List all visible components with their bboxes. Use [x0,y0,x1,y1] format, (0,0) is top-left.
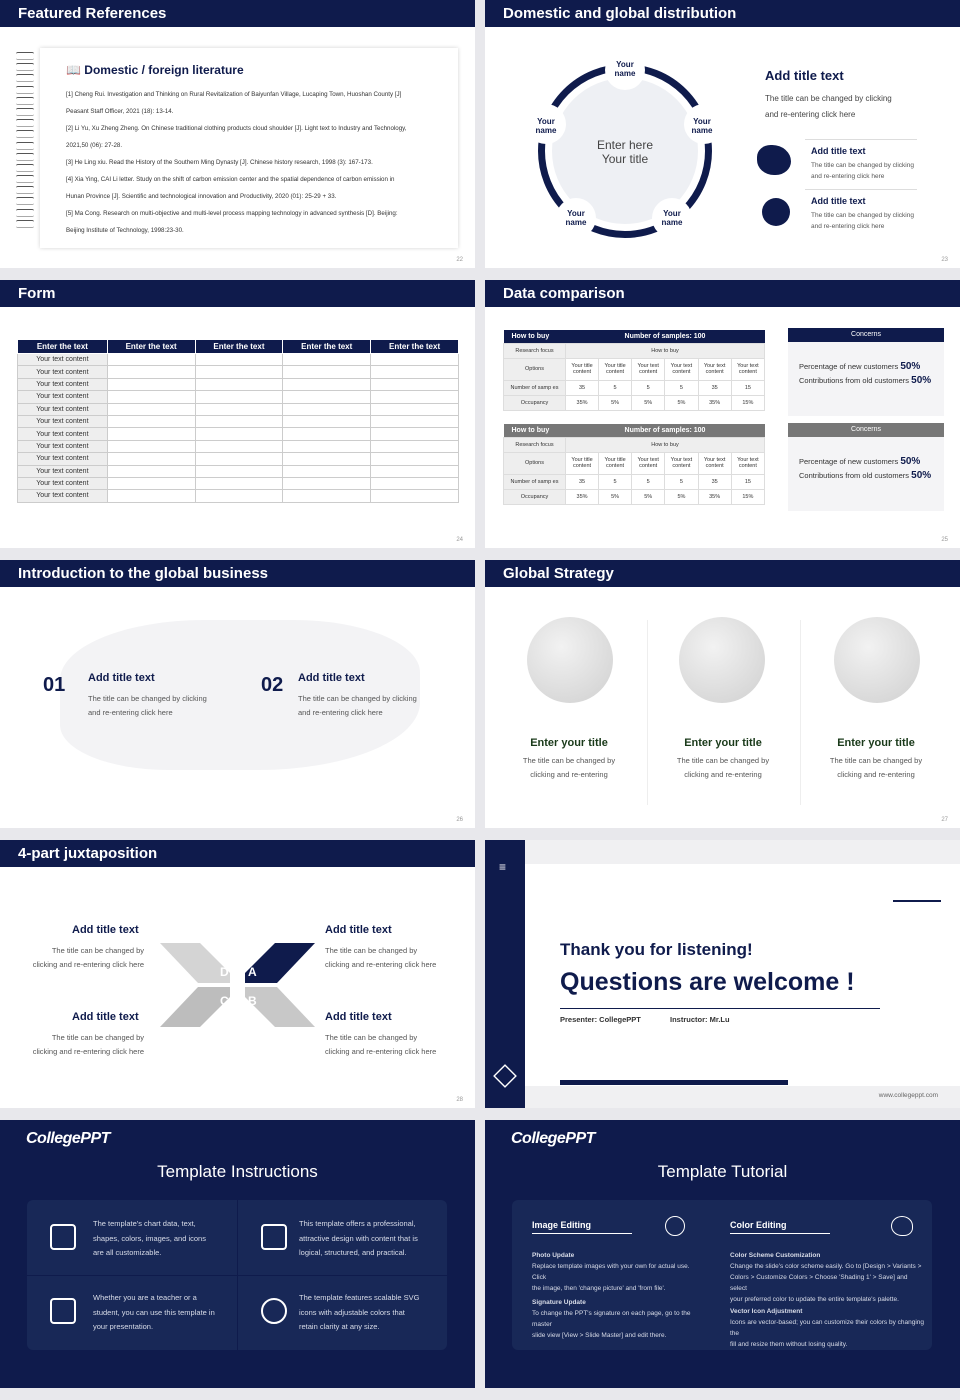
table-row [18,477,459,489]
part-desc: The title can be changed by clicking and re-entering click here [325,1033,437,1056]
table-cell [195,378,283,390]
table-cell: Your text content [665,358,698,380]
table-row [18,403,459,415]
label-b: B [248,994,257,1008]
concerns-card [788,423,944,511]
basketball-icon [261,1298,287,1324]
slide-header: Domestic and global distribution [485,0,960,27]
table-row [18,366,459,378]
table-cell: 5% [665,489,698,504]
table-cell [371,403,459,415]
instruction-text: The template's chart data, text, shapes, colors, images, and icons are all customizable. [93,1219,206,1257]
table-cell: Your text content [18,453,108,465]
reference-line: 2021,50 (06): 27-28. [66,142,123,149]
row-label: Number of samp es [504,474,566,489]
table-cell [107,477,195,489]
table-cell: Your title content [599,358,632,380]
table-cell: 35 [566,380,599,395]
table-cell: How to buy [566,437,765,452]
table-cell [283,465,371,477]
table-cell: Your text content [18,391,108,403]
reference-line: Beijing Institute of Technology, 1998:23-30. [66,227,184,234]
collegeppt-logo: CollegePPT [26,1130,110,1147]
table-cell: 5 [665,474,698,489]
slide-header: 4-part juxtaposition [0,840,475,867]
table-cell [195,354,283,366]
table-cell [107,428,195,440]
table-cell: 35 [566,474,599,489]
table-header: Number of samples: 100 [566,424,765,437]
table-cell [195,440,283,452]
reference-line: [1] Cheng Rui. Investigation and Thinking on Rural Revitalization of Baiyunfan Village, Lucaping Town, Huoshan County [J] [66,91,402,98]
table-cell [195,391,283,403]
table-cell: Your text content [18,378,108,390]
table-cell: Your text content [698,358,731,380]
strategy-desc: The title can be changed by clicking and re-entering [676,756,770,779]
table-cell [107,465,195,477]
concerns-header: Concerns [788,423,944,437]
table-cell: 5% [632,489,665,504]
table-cell: 15 [731,474,764,489]
concern-line: Contributions from old customers 50% [799,375,932,386]
table-row [18,378,459,390]
label-a: A [248,965,257,979]
item-desc: The title can be changed by clicking and re-entering click here [298,694,417,717]
table-cell [371,440,459,452]
row-label: Options [504,358,566,380]
table-cell: 15% [731,395,764,410]
table-cell [371,378,459,390]
table-row [18,354,459,366]
table-cell: Your title content [599,452,632,474]
globe-icon [527,617,613,703]
table-cell: 5% [599,489,632,504]
table-cell [283,453,371,465]
table-cell [195,366,283,378]
table-cell [371,465,459,477]
table-cell [195,453,283,465]
menu-icon[interactable]: ≡ [499,860,507,874]
side-desc: The title can be changed by clicking and re-entering click here [765,94,892,119]
palette-icon [891,1216,913,1236]
table-cell: Your title content [566,358,599,380]
part-desc: The title can be changed by clicking and re-entering click here [325,946,437,969]
concern-line: Contributions from old customers 50% [799,470,932,481]
ring-label: Your name [535,117,557,135]
table-cell: How to buy [566,343,765,358]
table-header-row [18,340,459,354]
slide-thank-you [485,840,960,1108]
part-title: Add title text [72,1011,139,1023]
table-cell: Your text content [731,358,764,380]
table-cell [107,415,195,427]
reference-line: [5] Ma Cong. Research on multi-objective and multi-level process mapping technology in advanced synthesis [D]. Beijing: [66,210,398,217]
reference-line: [4] Xia Ying, CAI Li letter. Study on the shift of carbon emission center and the spatial dependence of carbon emission in [66,176,395,183]
table-cell: Your text content [698,452,731,474]
accent-bar [560,1080,788,1085]
concerns-header: Concerns [788,328,944,342]
table-row [18,453,459,465]
collegeppt-logo: CollegePPT [511,1130,595,1147]
column-header: Enter the text [195,340,283,354]
table-cell [107,378,195,390]
table-cell: Your text content [18,415,108,427]
page-number: 25 [941,537,948,543]
slide-header: Featured References [0,0,475,27]
table-cell: Your text content [632,358,665,380]
table-cell [371,490,459,502]
strategy-title: Enter your title [837,737,915,749]
ring-label: Your name [661,209,683,227]
table-row [18,490,459,502]
item-title: Add title text [88,672,155,684]
table-cell [283,354,371,366]
item-number: 01 [43,674,66,696]
table-cell: 35 [698,380,731,395]
table-cell: Your text content [18,490,108,502]
reference-line: [3] He Ling xiu. Read the History of the Southern Ming Dynasty [J]. Chinese history research, 1998 (3): 167-173. [66,159,373,166]
table-cell: 35% [566,489,599,504]
item-desc: The title can be changed by clicking and re-entering click here [811,212,914,230]
form-table [17,339,459,503]
concern-line: Percentage of new customers 50% [799,456,921,467]
table-cell [195,403,283,415]
table-cell: 5% [632,395,665,410]
globe-icon [834,617,920,703]
instruction-text: Whether you are a teacher or a student, you can use this template in your presentation. [93,1293,215,1331]
questions-line: Questions are welcome ! [560,968,855,996]
color-editing-title: Color Editing [730,1220,787,1230]
table-cell [107,354,195,366]
page-number: 28 [456,1097,463,1103]
table-cell [283,490,371,502]
table-cell [371,453,459,465]
signature-update: Signature Update To change the PPT's signature on each page, go to the master slide view [View > Slide Master] and edit there. [532,1299,691,1339]
instruction-text: This template offers a professional, attractive design with content that is logical, structured, and practical. [299,1219,418,1257]
table-cell [107,366,195,378]
slide-header: Introduction to the global business [0,560,475,587]
table-row [18,415,459,427]
table-cell [283,366,371,378]
table-cell: Your text content [18,366,108,378]
table-cell: 15% [731,489,764,504]
table-header: How to buy [504,330,566,343]
table-cell [107,440,195,452]
table-cell [283,378,371,390]
table-cell [283,391,371,403]
column-header: Enter the text [107,340,195,354]
side-title: Add title text [765,68,844,83]
slide-header: Data comparison [485,280,960,307]
table-cell: 5% [599,395,632,410]
table-row [18,440,459,452]
page-number: 26 [456,817,463,823]
thanks-line: Thank you for listening! [560,940,753,959]
table-cell: Your text content [18,354,108,366]
part-title: Add title text [72,924,139,936]
table-row [18,391,459,403]
china-map-icon [757,145,791,175]
table-cell [195,477,283,489]
logo-mark [893,900,941,910]
page-number: 23 [941,257,948,263]
part-title: Add title text [325,1011,392,1023]
strategy-title: Enter your title [530,737,608,749]
table-cell [107,391,195,403]
slide-header: Global Strategy [485,560,960,587]
table-cell: Your text content [632,452,665,474]
ring-label: Your name [614,60,636,78]
vector-icon-adjustment: Vector Icon Adjustment Icons are vector-based; you can customize their colors by changing the fill and resize them without losing quality. [730,1308,925,1348]
row-label: Occupancy [504,489,566,504]
table-cell: 35% [698,489,731,504]
color-scheme: Color Scheme Customization Change the slide's color scheme easily. Go to [Design > Variants > Colors > Customize Colors > Choose 'Shading 1' > Save] and select your preferred color to update the entire template's palette. [730,1252,922,1303]
strategy-desc: The title can be changed by clicking and re-entering [522,756,616,779]
concern-line: Percentage of new customers 50% [799,361,921,372]
table-cell [371,415,459,427]
part-title: Add title text [325,924,392,936]
table-cell: 35 [698,474,731,489]
row-label: Research focus [504,437,566,452]
table-cell [371,354,459,366]
table-cell [195,428,283,440]
slide-header: Form [0,280,475,307]
table-cell [107,490,195,502]
table-cell [283,477,371,489]
table-cell [195,415,283,427]
table-cell [371,366,459,378]
table-cell [283,428,371,440]
table-cell: 5% [665,395,698,410]
table-row [18,428,459,440]
part-desc: The title can be changed by clicking and re-entering click here [32,946,144,969]
strategy-desc: The title can be changed by clicking and re-entering [829,756,923,779]
ring-label: Your name [691,117,713,135]
notebook-spiral-icon [16,52,36,231]
item-title: Add title text [811,146,866,156]
table-cell: 5 [632,474,665,489]
page-number: 24 [456,537,463,543]
table-header: How to buy [504,424,566,437]
column-header: Enter the text [18,340,108,354]
table-header: Number of samples: 100 [566,330,765,343]
photo-update: Photo Update Replace template images with your own for actual use. Click the image, then 'change picture' and 'from file'. [532,1252,690,1292]
instructions-title: Template Instructions [157,1162,318,1181]
item-number: 02 [261,674,284,696]
image-editing-title: Image Editing [532,1220,592,1230]
slide-template-tutorial [485,1120,960,1388]
concerns-card [788,328,944,416]
table-cell [283,403,371,415]
table-cell: Your text content [18,403,108,415]
row-label: Research focus [504,343,566,358]
slide-template-instructions [0,1120,475,1388]
table-cell [195,465,283,477]
table-cell [371,428,459,440]
table-cell: 5 [599,474,632,489]
page-number: 27 [941,817,948,823]
ring-label: Your name [565,209,587,227]
page-number: 22 [456,257,463,263]
table-cell: Your text content [731,452,764,474]
table-cell [283,415,371,427]
reference-line: Peasant Staff Officer, 2021 (18): 13-14. [66,108,174,115]
document-icon [50,1224,76,1250]
row-label: Occupancy [504,395,566,410]
instructor: Instructor: Mr.Lu [670,1015,730,1024]
column-header: Enter the text [371,340,459,354]
item-title: Add title text [298,672,365,684]
strategy-title: Enter your title [684,737,762,749]
table-cell: 35% [698,395,731,410]
book-icon: 📖 [66,63,85,77]
table-cell: Your text content [18,440,108,452]
globe-icon [679,617,765,703]
four-part-arrows-diagram [160,943,315,1027]
presenter: Presenter: CollegePPT [560,1015,641,1024]
table-cell [283,440,371,452]
column-header: Enter the text [283,340,371,354]
table-cell: Your title content [566,452,599,474]
card-icon [261,1224,287,1250]
table-cell: Your text content [665,452,698,474]
reference-list [66,86,451,239]
instruction-text: The template features scalable SVG icons with adjustable colors that retain clarity at any size. [299,1293,420,1331]
website-url[interactable]: www.collegeppt.com [878,1092,938,1099]
table-cell [371,391,459,403]
reference-title: 📖 Domestic / foreign literature [66,63,244,77]
tutorial-title: Template Tutorial [657,1162,788,1181]
table-cell: Your text content [18,477,108,489]
table-cell [371,477,459,489]
table-cell [107,453,195,465]
table-cell [107,403,195,415]
table-cell: 15 [731,380,764,395]
item-desc: The title can be changed by clicking and re-entering click here [811,162,914,180]
presenter-icon [50,1298,76,1324]
table-row [18,465,459,477]
row-label: Number of samp es [504,380,566,395]
lightbulb-icon [665,1216,685,1236]
table-cell: 35% [566,395,599,410]
slide-featured-references [0,0,475,268]
item-title: Add title text [811,196,866,206]
table-cell [195,490,283,502]
table-cell: Your text content [18,465,108,477]
ring-center-text: Enter here Your title [596,138,654,166]
table-cell: 5 [632,380,665,395]
reference-line: [2] Li Yu, Xu Zheng Zheng. On Chinese traditional clothing products cloud shoulder [J]. Light text to Industry and Technology, [66,125,407,132]
table-cell: 5 [665,380,698,395]
table-cell: Your text content [18,428,108,440]
row-label: Options [504,452,566,474]
item-desc: The title can be changed by clicking and re-entering click here [88,694,207,717]
part-desc: The title can be changed by clicking and re-entering click here [32,1033,144,1056]
table-cell: 5 [599,380,632,395]
label-d: D [220,965,229,979]
reference-line: Hunan Province [J]. Scientific and technological innovation and Productivity, 2020 (01): 25-29 + 33. [66,193,337,200]
globe-icon [762,198,790,226]
label-c: C [220,994,229,1008]
